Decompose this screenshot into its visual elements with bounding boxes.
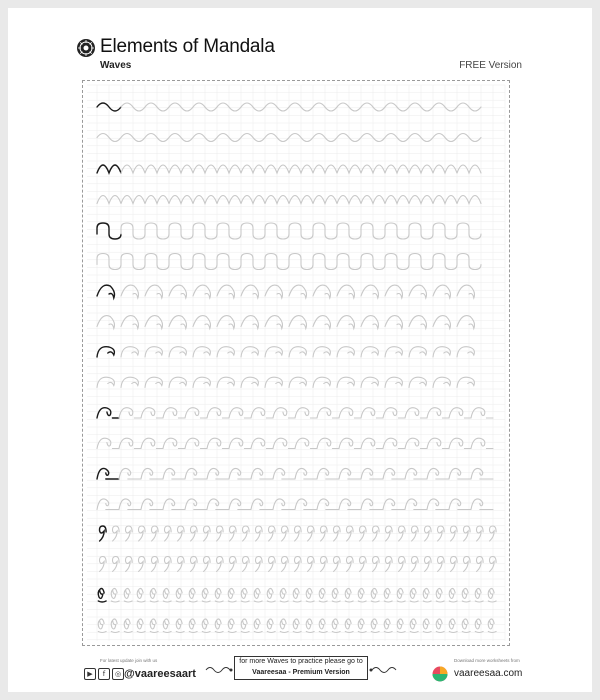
- mandala-logo-icon: [76, 38, 96, 58]
- social-icons: [84, 668, 124, 680]
- example-stroke: [97, 347, 114, 357]
- trace-stroke: [98, 619, 496, 633]
- worksheet-page: [8, 8, 592, 692]
- promo-line2: Vaareesaa - Premium Version: [252, 669, 350, 676]
- trace-stroke: [97, 316, 474, 329]
- practice-row: [97, 438, 493, 448]
- trace-stroke: [121, 347, 474, 357]
- example-stroke: [97, 223, 121, 239]
- practice-row: [98, 619, 496, 633]
- example-stroke: [97, 408, 119, 418]
- practice-row: [98, 589, 496, 603]
- practice-area: [82, 80, 510, 646]
- ornament-left-icon: [204, 664, 234, 676]
- version-label: FREE Version: [459, 60, 522, 71]
- social-handle[interactable]: @vaareesaart: [124, 668, 196, 680]
- example-stroke: [98, 589, 106, 603]
- trace-stroke: [121, 285, 474, 298]
- social-note: For latest update join with us: [100, 658, 158, 663]
- practice-row: [97, 223, 481, 239]
- trace-stroke: [97, 438, 493, 448]
- trace-stroke: [97, 377, 474, 387]
- practice-row: [97, 316, 474, 329]
- example-stroke: [97, 468, 119, 479]
- practice-row: [97, 468, 493, 479]
- example-stroke: [97, 285, 114, 298]
- page-title: Elements of Mandala: [100, 36, 275, 57]
- youtube-icon[interactable]: ▶: [84, 668, 96, 680]
- facebook-icon[interactable]: f: [98, 668, 110, 680]
- practice-row: [97, 408, 493, 418]
- site-url[interactable]: vaareesaa.com: [454, 668, 523, 679]
- promo-banner[interactable]: [204, 656, 394, 686]
- practice-grid: [83, 81, 509, 645]
- practice-row: [97, 347, 474, 357]
- footer: [8, 656, 592, 692]
- trace-stroke: [119, 408, 493, 418]
- page-subtitle: Waves: [100, 60, 132, 71]
- promo-line1: for more Waves to practice please go to: [239, 658, 363, 665]
- practice-row: [97, 285, 474, 298]
- trace-stroke: [119, 468, 493, 479]
- trace-stroke: [97, 254, 481, 270]
- instagram-icon[interactable]: ◎: [112, 668, 124, 680]
- practice-row: [97, 377, 474, 387]
- site-logo-icon: [432, 666, 448, 682]
- practice-row: [97, 254, 481, 270]
- ornament-right-icon: [368, 664, 398, 676]
- practice-row: [97, 499, 493, 510]
- trace-stroke: [97, 499, 493, 510]
- site-note: Download more worksheets from: [454, 658, 520, 663]
- trace-stroke: [121, 223, 481, 239]
